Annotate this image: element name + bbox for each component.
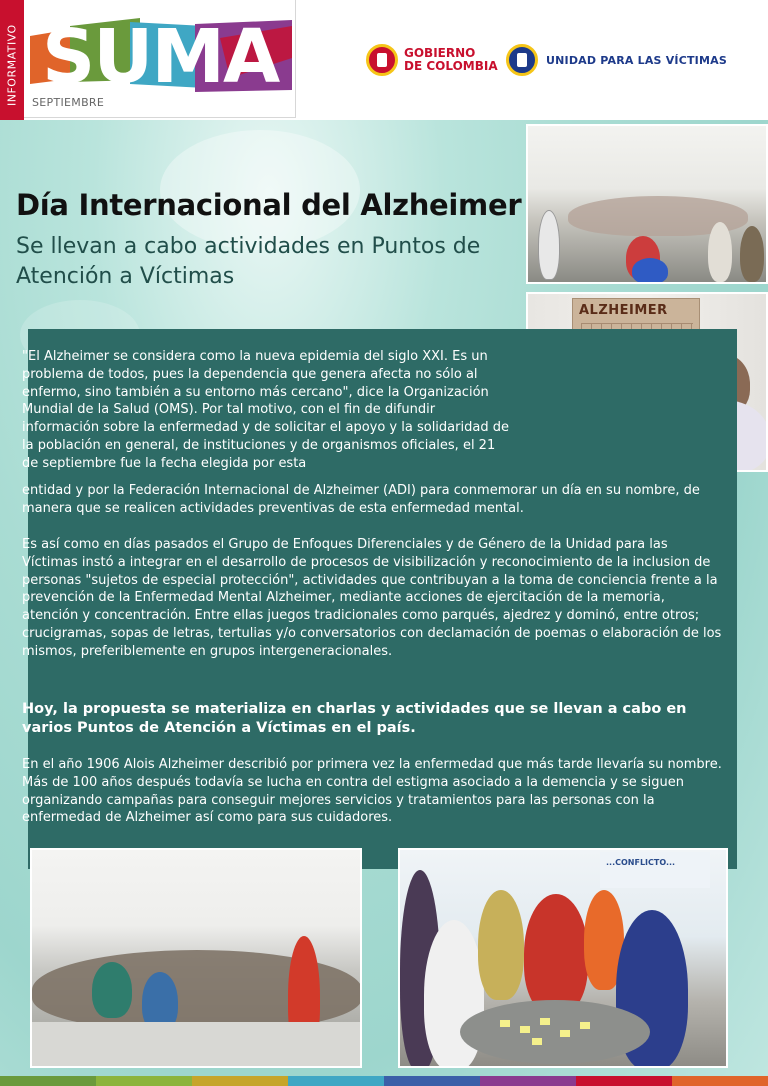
paragraph-activities: Es así como en días pasados el Grupo de Enfoques Diferenciales y de Género de la Unidad para las Víctimas instó a integrar en el desarrollo de procesos de visibilización y reconocimiento de la inclusion de personas "sujetos de especial protección", actividades que contribuyan a la toma de conciencia frente a la prevención de la Enfermedad Mental Alzheimer, mediante acciones de ejercitación de la memoria, atención y concentración. Entre ellas juegos tradicionales como parqués, ajedrez y dominó, entre otros; crucigramas, sopas de letras, tertulias y/o conversatorios con declamación de poemas o elaboración de los mismos, preferiblemente en grupos intergeneracionales. <box>22 537 722 659</box>
colombia-crest-icon <box>366 44 398 76</box>
person-figure <box>708 222 732 282</box>
gov-line2: DE COLOMBIA <box>404 59 498 73</box>
sticky-note <box>532 1038 542 1045</box>
person-figure <box>478 890 524 1000</box>
sticky-note <box>540 1018 550 1025</box>
footer-color-bar <box>0 1076 768 1086</box>
color-bar-segment <box>480 1076 576 1086</box>
person-figure <box>524 894 588 1014</box>
gov-line1: GOBIERNO <box>404 46 476 60</box>
color-bar-segment <box>576 1076 672 1086</box>
paragraph-intro-continued: entidad y por la Federación Internacional de Alzheimer (ADI) para conmemorar un día en su nombre, de manera que se realicen actividades preventivas de esta enfermedad mental. <box>22 483 700 516</box>
unidad-crest-icon <box>506 44 538 76</box>
photo-table-activity <box>398 848 728 1068</box>
sticky-note <box>520 1026 530 1033</box>
color-bar-segment <box>0 1076 96 1086</box>
sticky-note <box>580 1022 590 1029</box>
article-subtitle: Se llevan a cabo actividades en Puntos de Atención a Víctimas <box>16 234 481 289</box>
suma-wordmark: SUMA <box>42 18 279 96</box>
color-bar-segment <box>672 1076 768 1086</box>
table <box>460 1000 650 1064</box>
color-bar-segment <box>384 1076 480 1086</box>
sticky-note <box>560 1030 570 1037</box>
board-label: ALZHEIMER <box>579 303 668 318</box>
paragraph-highlight: Hoy, la propuesta se materializa en charlas y actividades que se llevan a cabo en varios Puntos de Atención a Víctimas en el país. <box>22 701 687 736</box>
header <box>0 0 768 120</box>
unidad-victimas-logo <box>506 44 727 76</box>
suma-logo <box>30 18 292 96</box>
paragraph-history: En el año 1906 Alois Alzheimer describió por primera vez la enfermedad que más tarde llevaría su nombre. Más de 100 años después todavía se lucha en contra del estigma asociado a la demencia y se siguen organizando campañas para conseguir mejores servicios y tratamientos para las personas con la enfermedad de Alzheimer así como para sus cuidadores. <box>22 757 722 826</box>
color-bar-segment <box>288 1076 384 1086</box>
brand-box <box>0 0 296 118</box>
photo-exercise-group <box>526 124 768 284</box>
side-tab: INFORMATIVO <box>0 0 24 130</box>
person-figure <box>740 226 764 282</box>
person-figure <box>538 210 560 280</box>
photo-seated-audience <box>30 848 362 1068</box>
gobierno-logo <box>366 44 498 76</box>
paragraph-intro: "El Alzheimer se considera como la nueva epidemia del siglo XXI. Es un problema de todos, pues la dependencia que genera afecta no sólo al enfermo, sino también a su entorno más cercano", dice la Organización Mundial de la Salud (OMS). Por tal motivo, con el fin de difundir información sobre la enfermedad y de solicitar el apoyo y la solidaridad de la población en general, de instituciones y de organismos oficiales, el 21 de septiembre fue la fecha elegida por esta <box>22 349 509 471</box>
unit-name: UNIDAD PARA LAS VÍCTIMAS <box>546 53 727 67</box>
color-bar-segment <box>96 1076 192 1086</box>
banner-sign: ...CONFLICTO... <box>600 852 710 888</box>
issue-month: SEPTIEMBRE <box>32 96 105 109</box>
sticky-note <box>500 1020 510 1027</box>
person-figure <box>632 258 668 284</box>
color-bar-segment <box>192 1076 288 1086</box>
article-title: Día Internacional del Alzheimer <box>16 188 522 222</box>
floor <box>32 1022 362 1068</box>
person-figure <box>92 962 132 1018</box>
